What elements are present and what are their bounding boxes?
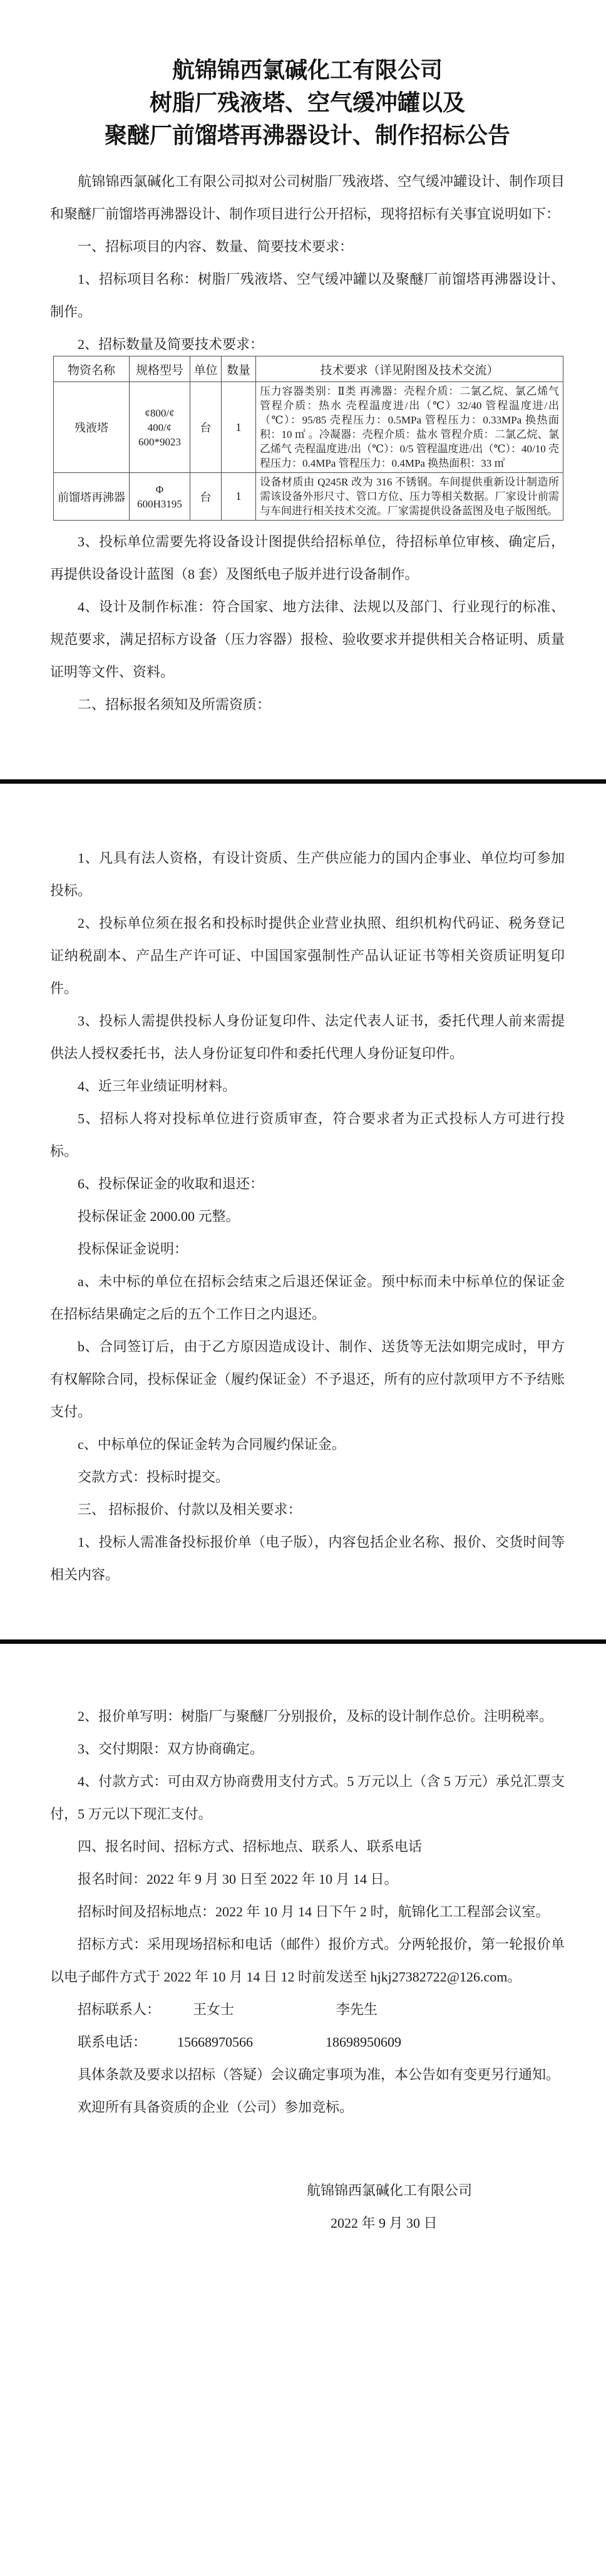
material-name-cell: 前馏塔再沸器 [54,473,130,521]
spec-line: ¢800/¢ [145,407,175,419]
page-break-divider [0,1639,606,1644]
intro-paragraph: 航锦锦西氯碱化工有限公司拟对公司树脂厂残液塔、空气缓冲罐设计、制作项目和聚醚厂前馏塔再沸器设计、制作项目进行公开招标，现将招标有关事宜说明如下： [50,174,565,222]
title-line-3: 聚醚厂前馏塔再沸器设计、制作招标公告 [104,123,510,148]
table-row [54,473,563,521]
tender-method-line: 招标方式：采用现场招标和电话（邮件）报价方式。分两轮报价，第一轮报价单以电子邮件方式于 2022 年 10 月 14 日 12 时前发送至 hjkj27382722@126.com。 [50,1936,565,1985]
contact-person-1: 王女士 [193,2002,235,2017]
contact-persons-row [50,1993,565,2026]
section-4-heading: 四、报名时间、招标方式、招标地点、联系人、联系电话 [78,1839,423,1854]
spec-cell [130,473,190,521]
col-header-unit: 单位 [190,356,222,382]
spec-line: 400/¢ [147,421,172,434]
bid-bond-note-c: c、中标单位的保证金转为合同履约保证金。 [78,1436,346,1452]
section-2-item-5: 5、招标人将对投标单位进行资质审查，符合要求者为正式投标人方可进行投标。 [50,1111,565,1159]
document-content [0,54,606,2240]
col-header-material-name: 物资名称 [54,356,130,382]
title-line-2: 树脂厂残液塔、空气缓冲罐以及 [149,90,465,115]
unit-cell: 台 [190,473,222,521]
section-3-item-2: 2、报价单写明：树脂厂与聚醚厂分别报价，及标的设计制作总价。注明税率。 [78,1708,553,1724]
payment-submission-line: 交款方式：投标时提交。 [78,1469,230,1485]
contact-person-2: 李先生 [336,2002,378,2017]
spec-line: Φ [155,483,164,496]
section-1-heading: 一、招标项目的内容、数量、简要技术要求： [78,239,354,254]
col-header-tech-requirements: 技术要求（详见附图及技术交流） [256,356,563,382]
signature-date: 2022 年 9 月 30 日 [331,2215,438,2231]
materials-table [53,356,563,521]
tender-time-place-line: 招标时间及招标地点：2022 年 10 月 14 日下午 2 时，航锦化工工程部会议室。 [78,1904,550,1919]
contact-phones-label: 联系电话： [78,2034,147,2050]
bid-bond-note-a: a、未中标的单位在招标会结束之后退还保证金。预中标而未中标单位的保证金在招标结果确定之后的五个工作日之内退还。 [50,1274,565,1322]
section-2-heading: 二、招标报名须知及所需资质： [78,697,271,712]
section-2-item-1: 1、凡具有法人资格，有设计资质、生产供应能力的国内企事业、单位均可参加投标。 [50,850,565,898]
tech-requirements-cell: 设备材质由 Q245R 改为 316 不锈钢。车间提供重新设计制造所需该设备外形尺寸、管口方位、压力等相关数据。厂家设计前需与车间进行相关技术交流。厂家需提供设备蓝图及电子版图纸。 [256,473,563,521]
spec-cell [130,382,190,473]
unit-cell: 台 [190,382,222,473]
section-1-item-4: 4、设计及制作标准：符合国家、地方法律、法规以及部门、行业现行的标准、规范要求，满足招标方设备（压力容器）报检、验收要求并提供相关合格证明、质量证明等文件、资料。 [50,599,565,680]
section-3-item-3: 3、交付期限：双方协商确定。 [78,1741,264,1757]
contact-phone-2: 18698950609 [326,2034,402,2050]
welcome-line: 欢迎所有具备资质的企业（公司）参加竞标。 [78,2099,354,2115]
quantity-cell: 1 [222,473,256,521]
col-header-quantity: 数量 [222,356,256,382]
signature-company: 航锦锦西氯碱化工有限公司 [307,2183,473,2198]
document-title-block [50,54,565,152]
bid-bond-note-b: b、合同签订后，由于乙方原因造成设计、制作、送货等无法如期完成时，甲方有权解除合同，投标保证金（履约保证金）不予退还，所有的应付款项甲方不予结账支付。 [50,1339,565,1420]
section-3-heading: 三、 招标报价、付款以及相关要求： [78,1502,302,1517]
bid-bond-amount: 投标保证金 2000.00 元整。 [78,1208,240,1224]
section-2-item-4: 4、近三年业绩证明材料。 [78,1078,237,1094]
registration-time-line: 报名时间：2022 年 9 月 30 日至 2022 年 10 月 14 日。 [78,1871,398,1887]
page-break-divider [0,779,606,784]
section-2-item-2: 2、投标单位须在报名和投标时提供企业营业执照、组织机构代码证、税务登记证纳税副本、产品生产许可证、中国国家强制性产品认证证书等相关资质证明复印件。 [50,915,565,996]
tech-requirements-cell: 压力容器类别：Ⅱ类 再沸器：壳程介质：二氯乙烷、氯乙烯气 管程介质：热水 壳程温度进/出（℃）32/40 管程温度进/出（℃）：95/85 壳程压力：0.5MPa 管程压力：0.33MPa 换热面积：10 ㎡ 。冷凝器：壳程介质：盐水 管程介质：二氯乙烷、氯乙烯气 壳程温度进/出（℃）：0/5 管程温度进/出（℃）：40/10 壳程压力：0.4MPa 管程压力：0.4MPa 换热面积：33 ㎡ [256,382,563,473]
contact-persons-label: 招标联系人： [78,2002,161,2017]
bid-bond-note-heading: 投标保证金说明： [78,1241,188,1257]
col-header-spec-model: 规格型号 [130,356,190,382]
section-2-item-3: 3、投标人需提供投标人身份证复印件、法定代表人证书，委托代理人前来需提供法人授权委托书，法人身份证复印件和委托代理人身份证复印件。 [50,1013,565,1061]
contact-phones-row [50,2026,565,2059]
section-1-item-2: 2、招标数量及简要技术要求： [78,336,264,352]
quantity-cell: 1 [222,382,256,473]
spec-line: 600H3195 [137,497,182,510]
section-2-item-6: 6、投标保证金的收取和退还： [78,1176,264,1192]
spec-line: 600*9023 [138,435,181,448]
table-row [54,382,563,473]
section-1-item-3: 3、投标单位需要先将设备设计图提供给招标单位，待招标单位审核、确定后，再提供设备设计蓝图（8 套）及图纸电子版并进行设备制作。 [50,534,565,582]
closing-terms-line: 具体条款及要求以招标（答疑）会议确定事项为准，本公告如有变更另行通知。 [78,2067,560,2082]
title-line-1: 航锦锦西氯碱化工有限公司 [172,58,443,83]
section-3-item-4: 4、付款方式：可由双方协商费用支付方式。5 万元以上（含 5 万元）承兑汇票支付，5 万元以下现汇支付。 [50,1774,565,1822]
section-3-item-1: 1、投标人需准备投标报价单（电子版），内容包括企业名称、报价、交货时间等相关内容。 [50,1534,565,1582]
material-name-cell: 残液塔 [54,382,130,473]
contact-phone-1: 15668970566 [177,2034,254,2050]
section-1-item-1: 1、招标项目名称：树脂厂残液塔、空气缓冲罐以及聚醚厂前馏塔再沸器设计、制作。 [50,271,565,319]
